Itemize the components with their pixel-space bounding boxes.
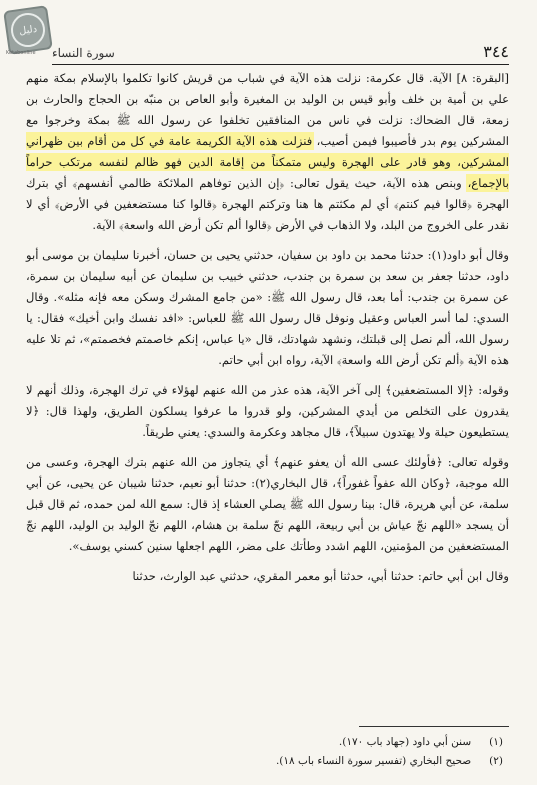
highlighted-passage: فنزلت هذه الآية الكريمة عامة في كل من أقام بين ظهراني المشركين، وهو قادر على الهجرة وليس متمكناً من إقامة الدين فهو ظالم لنفسه مرتكب حراماً بالإجماع، bbox=[26, 134, 509, 190]
surah-title: سورة النساء bbox=[52, 46, 115, 60]
paragraph-text: وبنص هذه الآية، حيث يقول تعالى: ﴿إن الذين توفاهم الملائكة ظالمي أنفسهم﴾ أي بترك الهجرة ﴿قالوا فيم كنتم﴾ أي لم مكثتم ها هنا وتركتم الهجرة ﴿قالوا كنا مستضعفين في الأرض﴾ أي لا نقدر على الخروج من البلد، ولا الذهاب في الأرض ﴿قالوا ألم تكن أرض الله واسعة﴾ الآية. bbox=[26, 176, 509, 232]
footnote-number: (١) bbox=[489, 736, 503, 748]
paragraph-1 bbox=[26, 68, 509, 236]
site-logo bbox=[3, 5, 53, 55]
footnote bbox=[26, 733, 509, 752]
footnote-number: (٢) bbox=[489, 755, 503, 767]
paragraph-4: وقوله تعالى: ﴿فأولئك عسى الله أن يعفو عنهم﴾ أي يتجاوز من الله عنهم بترك الهجرة، وعسى من الله موجبة، ﴿وكان الله عفواً غفوراً﴾، قال البخاري(٢): حدثنا أبو نعيم، حدثنا شيبان عن يحيى، عن أبي سلمة، عن أبي هريرة، قال: بينا رسول الله ﷺ يصلي العشاء إذ قال: سمع الله لمن حمده، ثم قال قبل أن يسجد «اللهم نجّ عياش بن أبي ربيعة، اللهم نجّ سلمة بن هشام، اللهم نجّ الوليد بن الوليد، اللهم نجّ المستضعفين من المؤمنين، اللهم اشدد وطأتك على مضر، اللهم اجعلها سنين كسني يوسف». bbox=[26, 455, 509, 553]
footnote-text: صحيح البخاري (تفسير سورة النساء باب ١٨). bbox=[275, 755, 472, 767]
footnotes bbox=[26, 733, 509, 771]
paragraph-text: [البقرة: ٨] الآية. قال عكرمة: نزلت هذه الآية في شباب من قريش كانوا تكلموا بالإسلام بمكة منهم علي بن أمية بن خلف وأبو قيس بن الوليد بن المغيرة وأبو العاص بن منبّه بن الحجاج والحارث بن زمعة، قال الضحاك: نزلت في ناس من المنافقين تخلفوا عن رسول الله ﷺ بمكة وخرجوا مع المشركين يوم بدر فأصيبوا فيمن أصيب، bbox=[26, 71, 510, 148]
paragraph-2: وقال أبو داود(١): حدثنا محمد بن داود بن سفيان، حدثني يحيى بن حسان، أخبرنا سليمان بن موسى أبو داود، حدثنا جعفر بن سعد بن سمرة بن جندب، حدثني خبيب بن سليمان عن أبيه سليمان بن سمرة، عن سمرة بن جندب: أما بعد، قال رسول الله ﷺ: «من جامع المشرك وسكن معه فإنه مثله». وقال السدي: لما أسر العباس وعقيل ونوفل قال رسول الله ﷺ للعباس: «افد نفسك وابن أخيك» فقال: يا رسول الله، ألم نصل إلى قبلتك، ونشهد شهادتك، قال «يا عباس، إنكم خاصمتم فخصمتم»، ثم تلا عليه هذه الآية ﴿ألم تكن أرض الله واسعة﴾ الآية، رواه ابن أبي حاتم. bbox=[26, 248, 510, 367]
logo-subtitle: Ketabonline bbox=[6, 50, 36, 56]
footnote-text: سنن أبي داود (جهاد باب ١٧٠). bbox=[338, 736, 472, 748]
page-number: ٣٤٤ bbox=[483, 42, 509, 61]
page-body bbox=[26, 68, 509, 596]
paragraph-3: وقوله: ﴿إلا المستضعفين﴾ إلى آخر الآية، هذه عذر من الله عنهم لهؤلاء في ترك الهجرة، وذلك أنهم لا يقدرون على التخلص من أيدي المشركين، ولو قدروا ما عرفوا يسلكون الطريق، ولهذا قال: ﴿لا يستطيعون حيلة ولا يهتدون سبيلاً﴾، قال مجاهد وعكرمة والسدي: يعني طريقاً. bbox=[26, 383, 509, 439]
logo-text: دليل bbox=[9, 11, 47, 49]
paragraph-5: وقال ابن أبي حاتم: حدثنا أبي، حدثنا أبو معمر المقري، حدثني عبد الوارث، حدثنا bbox=[132, 569, 509, 583]
footnote-divider bbox=[359, 726, 509, 727]
footnote bbox=[26, 752, 509, 771]
page-header bbox=[52, 36, 509, 65]
